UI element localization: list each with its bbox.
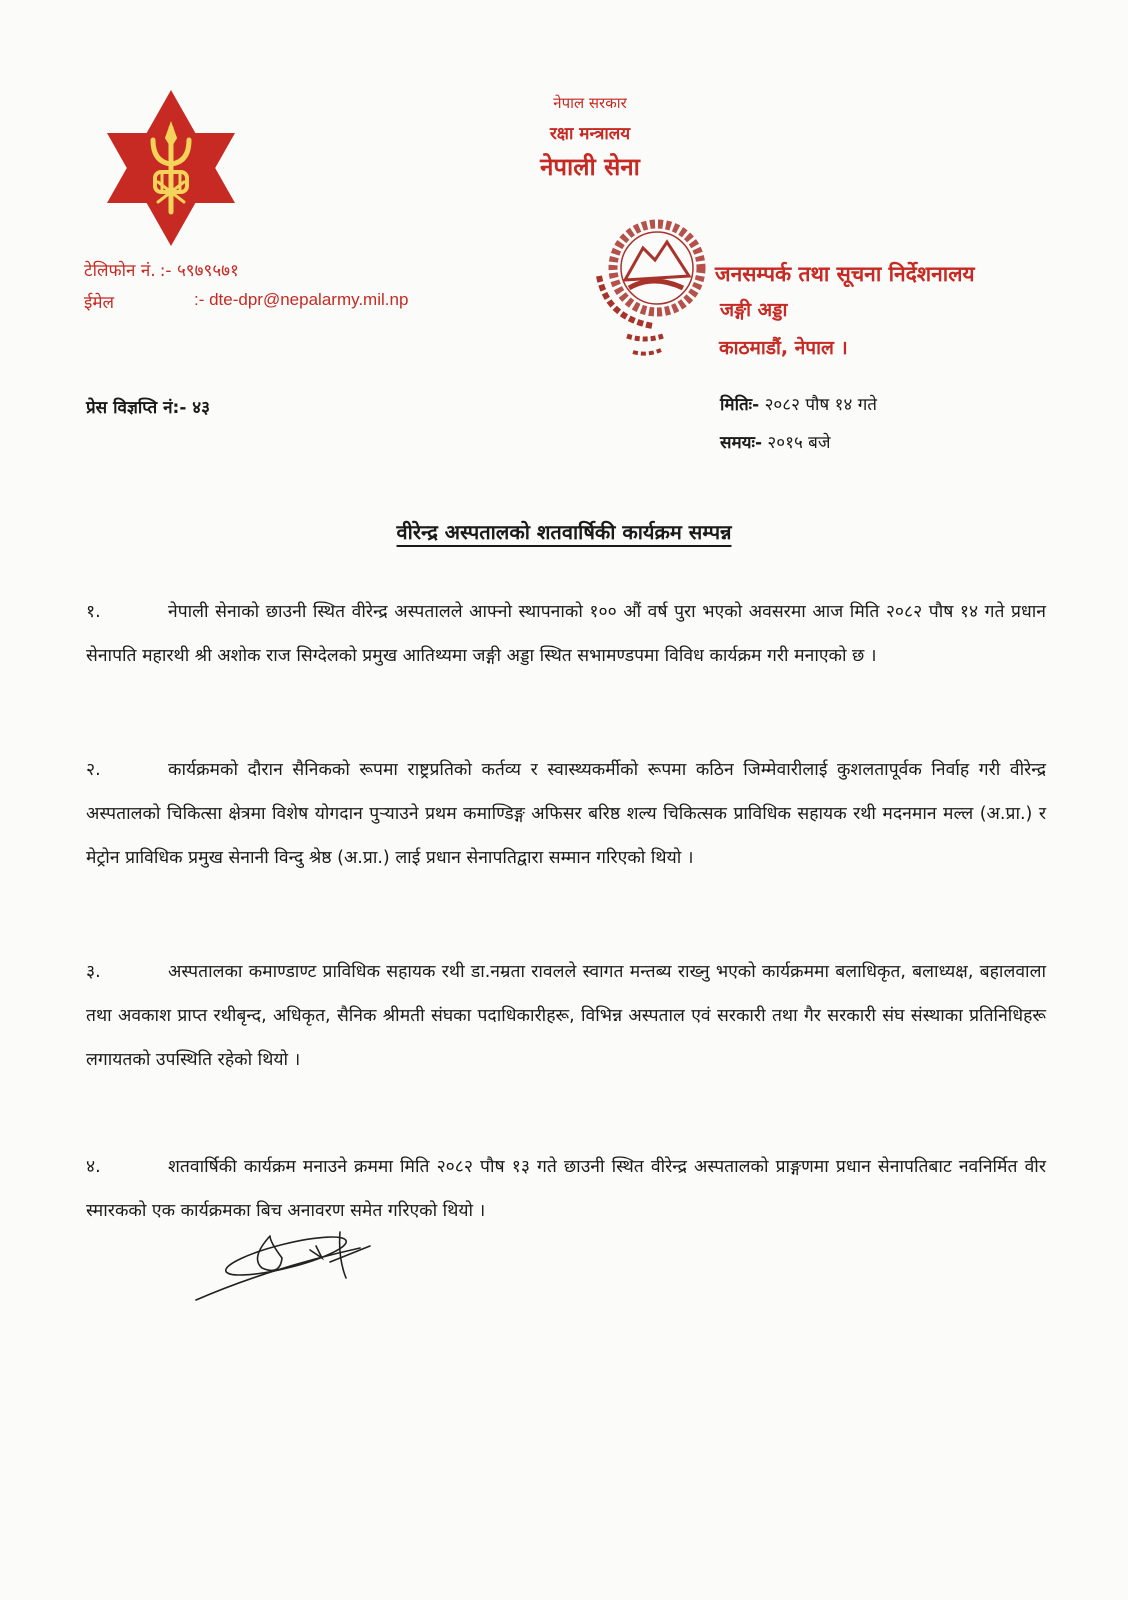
press-release-number: प्रेस विज्ञप्ति नं:- ४३ [86,398,210,418]
paragraph-text: अस्पतालका कमाण्डाण्ट प्राविधिक सहायक रथी डा.नम्रता रावलले स्वागत मन्तब्य राख्नु भएको कार्यक्रममा बलाधिकृत, बलाध्यक्ष, बहालवाला तथा अवकाश प्राप्त रथीबृन्द, अधिकृत, सैनिक श्रीमती संघका पदाधिकारीहरू, विभिन्न अस्पताल एवं सरकारी तथा गैर सरकारी संघ संस्थाका प्रतिनिधिहरू लगायतको उपस्थिति रहेको थियो । [86,962,1046,1070]
headline-text: वीरेन्द्र अस्पतालको शतवार्षिकी कार्यक्रम सम्पन्न [396,520,732,544]
directorate-block [715,260,975,360]
directorate-seal-icon [583,218,723,358]
email-label: ईमेल [84,293,115,313]
paragraph-number: ४. [86,1157,101,1177]
nepal-army-emblem-icon [100,88,242,248]
date-label: मितिः- [720,395,760,415]
organization-name: नेपाली सेना [540,153,640,181]
headline [0,518,1128,545]
phone-row [84,258,408,290]
ministry-name: रक्षा मन्त्रालय [549,124,631,144]
date-row [720,392,877,430]
paragraph-number: २. [86,760,101,780]
paragraph-text: नेपाली सेनाको छाउनी स्थित वीरेन्द्र अस्पतालले आफ्नो स्थापनाको १०० औं वर्ष पुरा भएको अवसरमा आज मिति २०८२ पौष १४ गते प्रधान सेनापति महारथी श्री अशोक राज सिग्देलको प्रमुख आतिथ्यमा जङ्गी अड्डा स्थित सभामण्डपमा विविध कार्यक्रम गरी मनाएको छ । [86,602,1046,666]
time-value: २०१५ बजे [767,433,831,453]
contact-block [84,258,408,322]
email-row [84,290,408,322]
handwritten-signature-icon [190,1228,390,1308]
directorate-place: जङ्गी अड्डा [720,299,788,321]
paragraph-number: १. [86,602,101,622]
email-link[interactable]: :- dte-dpr@nepalarmy.mil.np [194,290,409,309]
paragraph-1 [86,590,1046,678]
directorate-name: जनसम्पर्क तथा सूचना निर्देशनालय [715,262,975,286]
paragraph-4 [86,1145,1046,1233]
phone-label: टेलिफोन नं. [84,261,156,281]
paragraph-number: ३. [86,962,101,982]
paragraph-text: शतवार्षिकी कार्यक्रम मनाउने क्रममा मिति २०८२ पौष १३ गते छाउनी स्थित वीरेन्द्र अस्पतालको प्राङ्गणमा प्रधान सेनापतिबाट नवनिर्मित वीर स्मारकको एक कार्यक्रमका बिच अनावरण समेत गरिएको थियो । [86,1157,1046,1221]
government-name: नेपाल सरकार [553,94,627,112]
date-value: २०८२ पौष १४ गते [764,395,877,415]
time-label: समयः- [720,433,763,453]
paragraph-text: कार्यक्रमको दौरान सैनिकको रूपमा राष्ट्रप्रतिको कर्तव्य र स्वास्थ्यकर्मीको रूपमा कठिन जिम्मेवारीलाई कुशलतापूर्वक निर्वाह गरी वीरेन्द्र अस्पतालको चिकित्सा क्षेत्रमा विशेष योगदान पुर्‍याउने प्रथम कमाण्डिङ्ग अफिसर बरिष्ठ शल्य चिकित्सक प्राविधिक सहायक रथी मदनमान मल्ल (अ.प्रा.) र मेट्रोन प्राविधिक प्रमुख सेनानी विन्दु श्रेष्ठ (अ.प्रा.) लाई प्रधान सेनापतिद्वारा सम्मान गरिएको थियो । [86,760,1046,868]
directorate-city: काठमाडौं, नेपाल । [719,337,848,359]
time-row [720,430,877,468]
date-time-block [720,392,877,468]
paragraph-2 [86,748,1046,880]
phone-value: :- ५९७९५७१ [159,261,239,281]
paragraph-3 [86,950,1046,1082]
